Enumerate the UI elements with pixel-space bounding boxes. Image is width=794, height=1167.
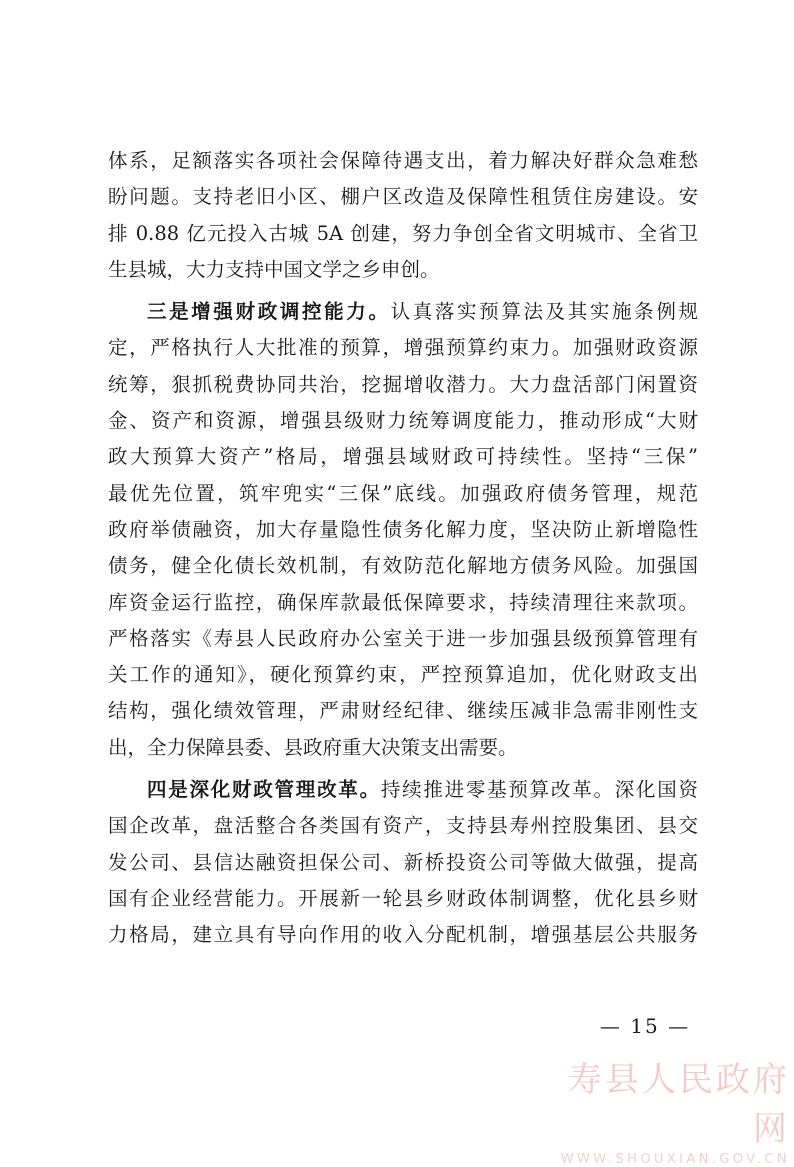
text-line: 政府举债融资，加大存量隐性债务化解力度，坚决防止新增隐性 <box>108 517 698 541</box>
text-line: 国企改革，盘活整合各类国有资产，支持县寿州控股集团、县交 <box>108 814 698 838</box>
text-line: 国有企业经营能力。开展新一轮县乡财政体制调整，优化县乡财 <box>108 886 698 910</box>
text-line: 发公司、县信达融资担保公司、新桥投资公司等做大做强，提高 <box>108 850 698 874</box>
text-line-first <box>108 772 698 808</box>
text-line: 债务，健全化债长效机制，有效防范化解地方债务风险。加强国 <box>108 554 698 578</box>
text-line: 政大预算大资产”格局，增强县域财政可持续性。坚持“三保” <box>108 445 698 469</box>
heading-continuation: 认真落实预算法及其实施条例规 <box>390 300 698 324</box>
text-line-first <box>108 294 698 330</box>
text-line: 严格落实《寿县人民政府办公室关于进一步加强县级预算管理有 <box>108 626 698 650</box>
text-line: 体系，足额落实各项社会保障待遇支出，着力解决好群众急难愁 <box>108 149 698 172</box>
paragraph-heading: 四是深化财政管理改革。 <box>147 778 381 802</box>
watermark-chinese: 寿县人民政府网 <box>568 1060 790 1149</box>
page-number: — 15 — <box>599 1014 691 1038</box>
paragraph-1 <box>108 143 698 288</box>
text-line: 结构，强化绩效管理，严肃财经纪律、继续压减非急需非刚性支 <box>108 699 698 723</box>
site-watermark <box>540 1052 790 1167</box>
paragraph-heading: 三是增强财政调控能力。 <box>147 300 391 324</box>
text-line: 定，严格执行人大批准的预算，增强预算约束力。加强财政资源 <box>108 336 698 360</box>
text-line: 力格局，建立具有导向作用的收入分配机制，增强基层公共服务 <box>108 923 698 947</box>
text-line: 统筹，狠抓税费协同共治，挖掘增收潜力。大力盘活部门闲置资 <box>108 372 698 396</box>
text-line: 库资金运行监控，确保库款最低保障要求，持续清理往来款项。 <box>108 590 698 614</box>
paragraph-2 <box>108 294 698 766</box>
watermark-domain: WWW.SHOUXIAN.GOV.CN <box>560 1152 790 1167</box>
text-line: 生县城，大力支持中国文学之乡申创。 <box>108 257 440 281</box>
heading-continuation: 持续推进零基预算改革。深化国资 <box>380 778 698 802</box>
body-text <box>108 143 698 954</box>
text-line: 排 0.88 亿元投入古城 5A 创建，努力争创全省文明城市、全省卫 <box>108 221 698 245</box>
text-line: 出，全力保障县委、县政府重大决策支出需要。 <box>108 735 518 759</box>
text-line: 最优先位置，筑牢兜实“三保”底线。加强政府债务管理，规范 <box>108 481 698 505</box>
text-line: 关工作的通知》，硬化预算约束，严控预算追加，优化财政支出 <box>108 663 698 687</box>
paragraph-3 <box>108 772 698 953</box>
text-line: 盼问题。支持老旧小区、棚户区改造及保障性租赁住房建设。安 <box>108 185 698 209</box>
text-line: 金、资产和资源，增强县级财力统筹调度能力，推动形成“大财 <box>108 409 698 433</box>
